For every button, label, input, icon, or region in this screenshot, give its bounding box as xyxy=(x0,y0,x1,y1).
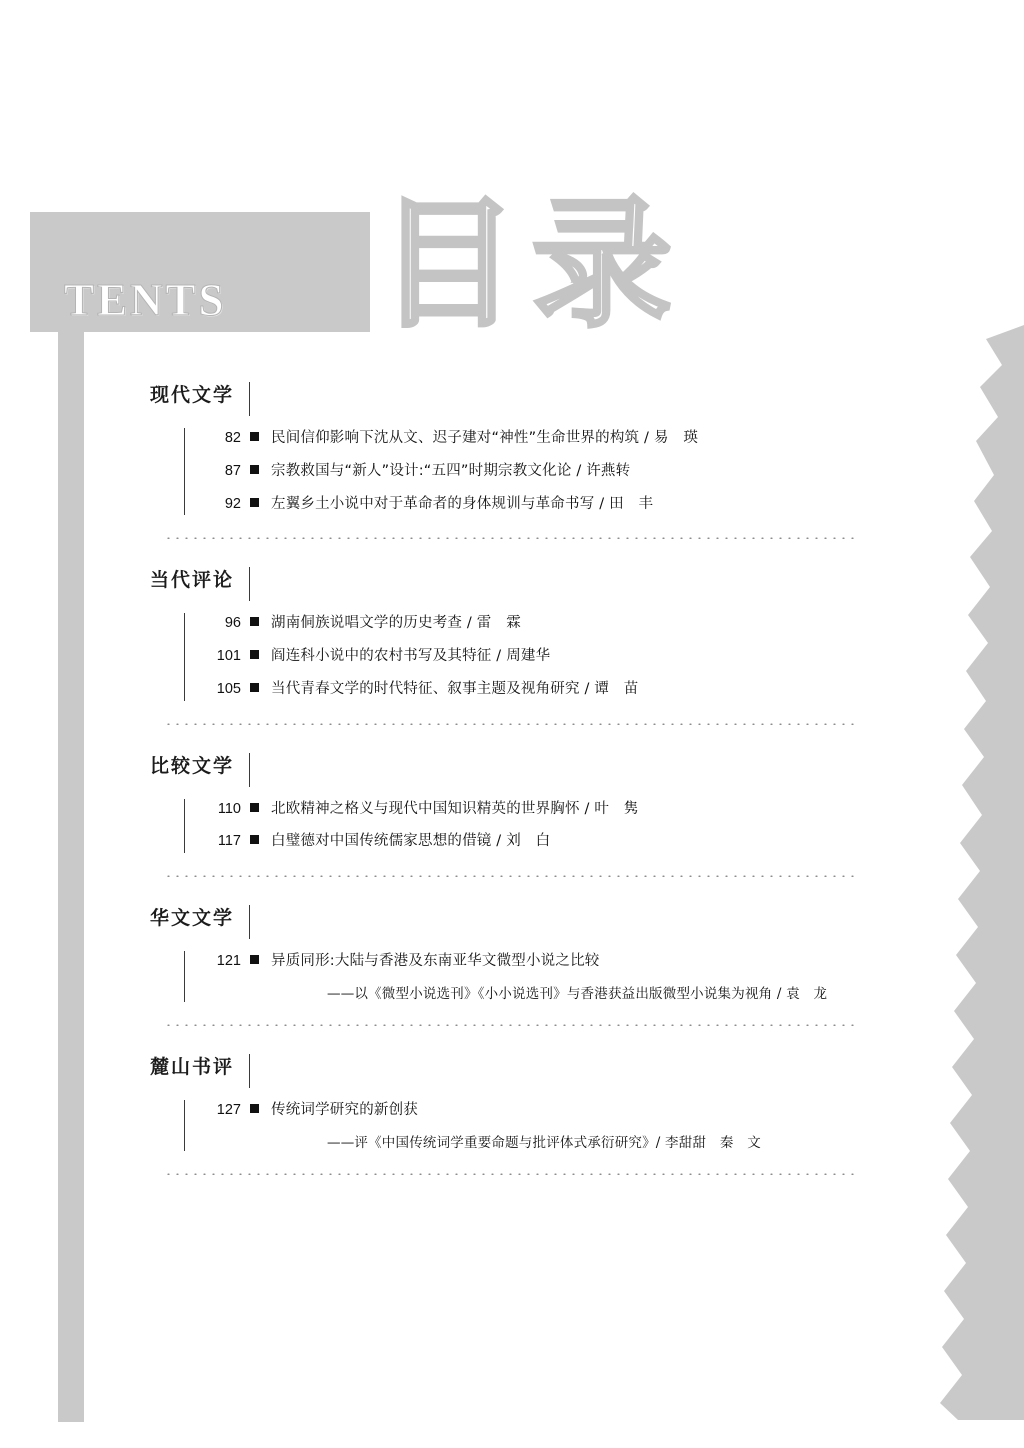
table-of-contents xyxy=(150,380,880,1201)
entry-page-number: 110 xyxy=(217,800,241,817)
square-bullet-icon xyxy=(250,683,259,692)
section-entries xyxy=(184,951,880,1002)
entry-page-number: 117 xyxy=(217,833,241,850)
left-gray-bar xyxy=(58,212,84,1422)
square-bullet-icon xyxy=(250,1104,259,1113)
entry-title: 阎连科小说中的农村书写及其特征 / 周建华 xyxy=(271,648,551,664)
section-title: 比较文学 xyxy=(150,751,234,785)
section-entries xyxy=(184,1100,880,1151)
toc-entry[interactable] xyxy=(199,646,880,668)
entry-title: 宗教救国与“新人”设计:“五四”时期宗教文化论 / 许燕转 xyxy=(271,462,631,479)
entry-page-number: 121 xyxy=(216,953,241,969)
section-divider xyxy=(164,537,854,539)
entry-subtitle: ——评《中国传统词学重要命题与批评体式承衍研究》/ 李甜甜 秦 文 xyxy=(327,1134,761,1151)
entry-title: 左翼乡土小说中对于革命者的身体规训与革命书写 / 田 丰 xyxy=(271,495,654,512)
square-bullet-icon xyxy=(250,617,259,626)
entry-page-number: 127 xyxy=(216,1101,241,1118)
entry-page-number: 105 xyxy=(216,680,241,697)
toc-section xyxy=(150,751,880,878)
toc-section xyxy=(150,903,880,1026)
section-divider xyxy=(164,1173,854,1175)
entry-page-number: 96 xyxy=(224,615,241,632)
section-entries xyxy=(184,799,880,854)
entry-title: 白璧德对中国传统儒家思想的借镜 / 刘 白 xyxy=(271,833,551,850)
toc-entry[interactable] xyxy=(199,461,880,483)
section-title: 麓山书评 xyxy=(150,1052,234,1086)
entry-title: 湖南侗族说唱文学的历史考查 / 雷 霖 xyxy=(271,615,521,632)
toc-entry[interactable] xyxy=(199,613,880,635)
entry-page-number: 87 xyxy=(224,462,241,479)
square-bullet-icon xyxy=(250,650,259,659)
toc-section xyxy=(150,1052,880,1175)
entry-page-number: 82 xyxy=(224,430,241,446)
toc-entry[interactable] xyxy=(199,679,880,701)
entry-page-number: 92 xyxy=(224,495,241,512)
toc-entry[interactable] xyxy=(199,951,880,973)
entry-title: 北欧精神之格义与现代中国知识精英的世界胸怀 / 叶 隽 xyxy=(271,800,639,817)
square-bullet-icon xyxy=(250,955,259,964)
toc-section xyxy=(150,565,880,724)
toc-entry[interactable] xyxy=(199,799,880,821)
mulu-title-cn: 目录 xyxy=(378,184,687,347)
entry-page-number: 101 xyxy=(216,648,241,664)
toc-entry[interactable] xyxy=(199,831,880,853)
toc-entry[interactable] xyxy=(199,1100,880,1122)
entry-title: 民间信仰影响下沈从文、迟子建对“神性”生命世界的构筑 / 易 瑛 xyxy=(271,430,699,446)
section-entries xyxy=(184,613,880,700)
section-title: 华文文学 xyxy=(150,903,234,937)
section-divider xyxy=(164,875,854,877)
square-bullet-icon xyxy=(250,835,259,844)
section-entries xyxy=(184,428,880,515)
section-divider xyxy=(164,723,854,725)
section-title: 现代文学 xyxy=(150,380,234,414)
torn-paper-edge-decoration xyxy=(924,325,1024,1420)
entry-title: 异质同形:大陆与香港及东南亚华文微型小说之比较 xyxy=(271,953,600,969)
square-bullet-icon xyxy=(250,498,259,507)
section-divider xyxy=(164,1024,854,1026)
entry-title: 当代青春文学的时代特征、叙事主题及视角研究 / 谭 苗 xyxy=(271,680,639,697)
square-bullet-icon xyxy=(250,465,259,474)
toc-entry[interactable] xyxy=(199,428,880,450)
entry-subtitle: ——以《微型小说选刊》《小小说选刊》与香港获益出版微型小说集为视角 / 袁 龙 xyxy=(327,985,828,1002)
entry-title: 传统词学研究的新创获 xyxy=(271,1101,418,1118)
contents-wordmark: TENTS xyxy=(64,275,227,325)
toc-section xyxy=(150,380,880,539)
toc-entry[interactable] xyxy=(199,494,880,516)
section-title: 当代评论 xyxy=(150,565,234,599)
square-bullet-icon xyxy=(250,803,259,812)
square-bullet-icon xyxy=(250,432,259,441)
